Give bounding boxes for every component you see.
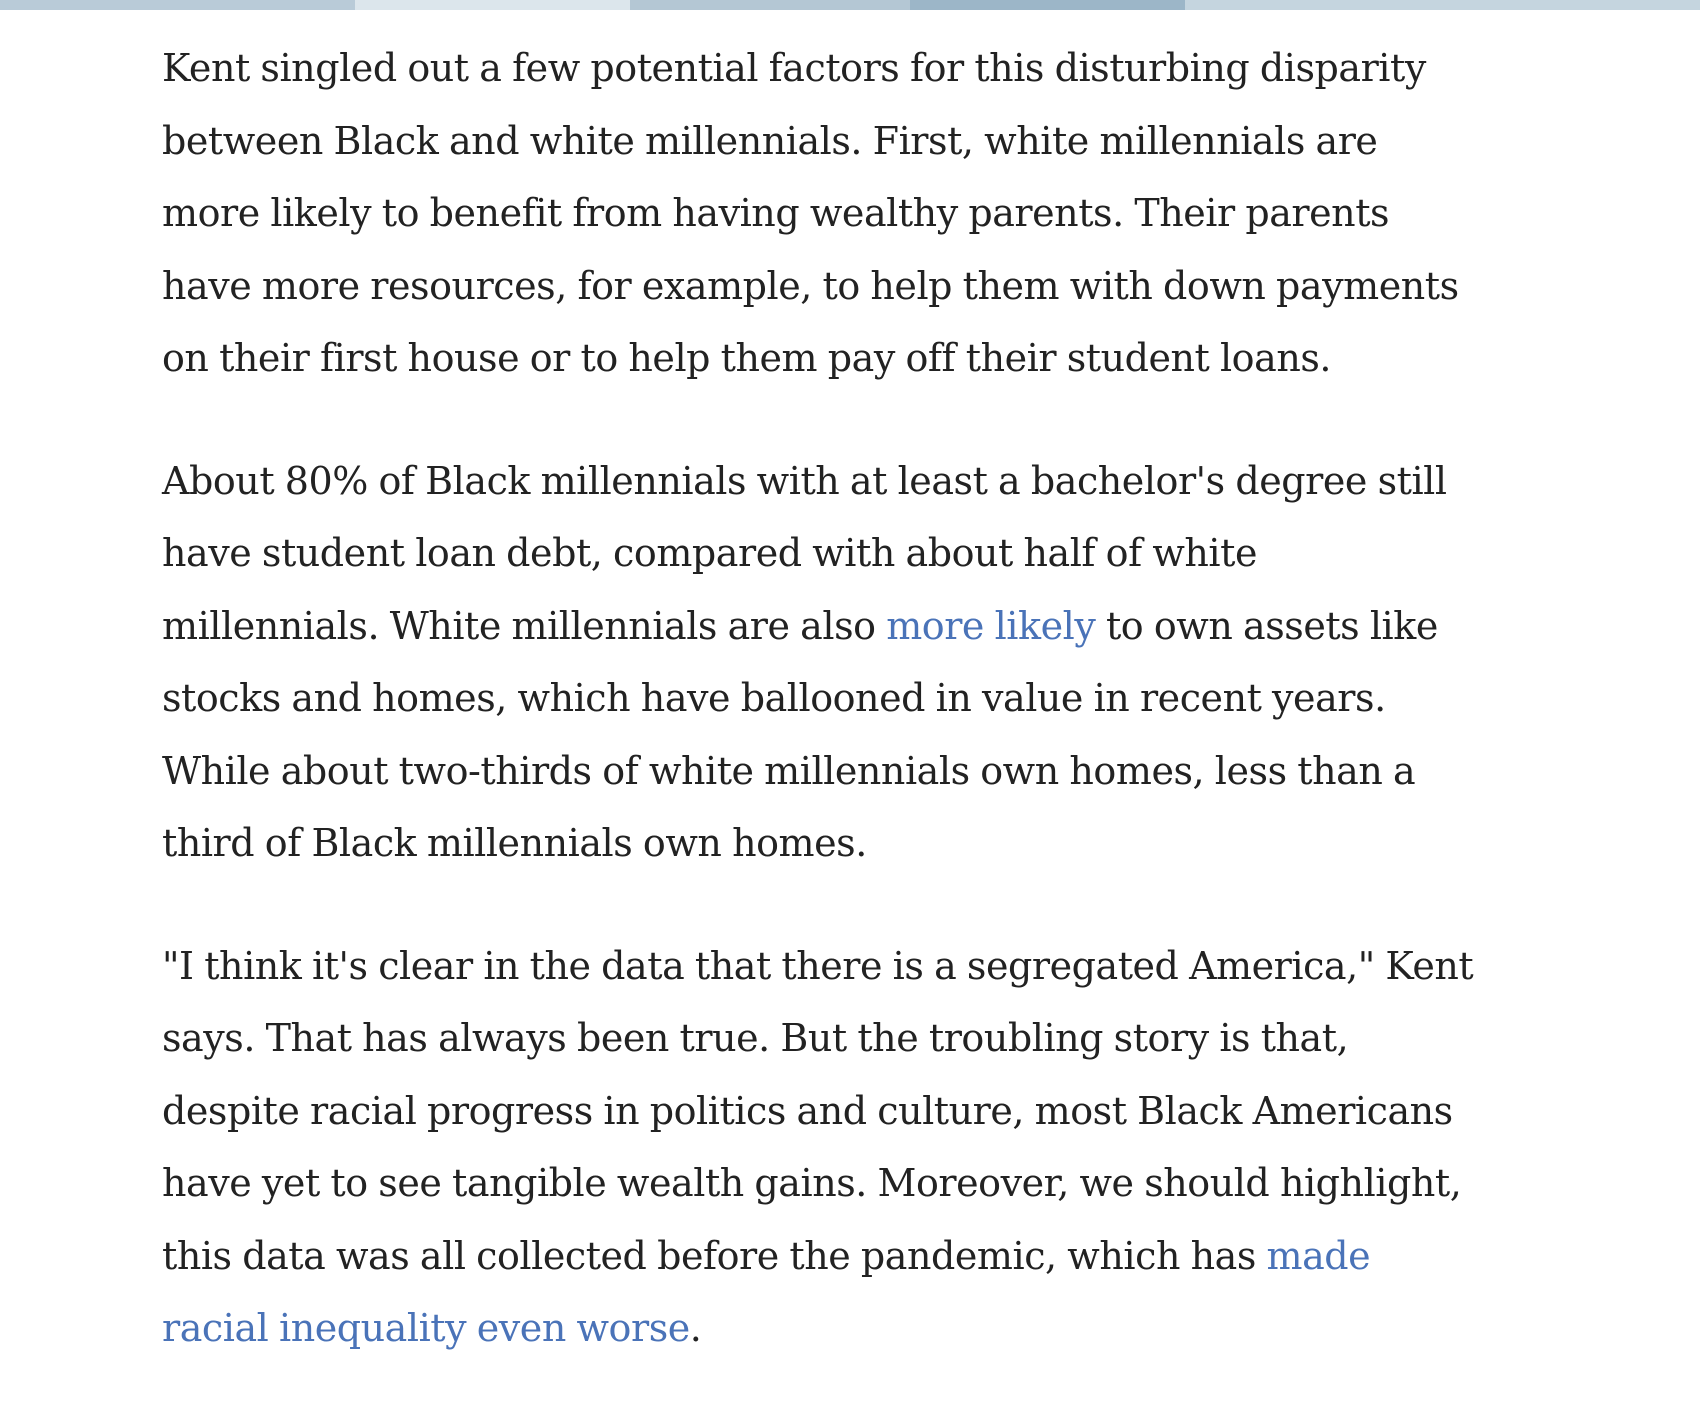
text-line: Kent singled out a few potential factors for this disturbing disparity: [162, 46, 1426, 90]
paragraph-parental-wealth: [162, 32, 1482, 395]
text-line: About 80% of Black millennials with at least a bachelor's degree still: [162, 458, 1447, 503]
text-line: [162, 1220, 1482, 1293]
paragraph-student-debt: [162, 445, 1482, 880]
text-line: have student loan debt, compared with about half of white: [162, 531, 1257, 575]
racial-inequality-link[interactable]: made: [1266, 1233, 1371, 1278]
top-bar-segment: [910, 0, 1185, 10]
paragraph-segregated-america: [162, 930, 1482, 1365]
top-bar-segment: [1185, 0, 1700, 10]
more-likely-link[interactable]: more likely: [886, 603, 1096, 648]
text-line: despite racial progress in politics and culture, most Black Americans: [162, 1088, 1453, 1133]
top-bar-segment: [0, 0, 355, 10]
top-bar-segment: [355, 0, 630, 10]
text-line: have yet to see tangible wealth gains. Moreover, we should highlight,: [162, 1161, 1462, 1205]
text-segment: millennials. White millennials are also: [162, 603, 887, 648]
article-body: [162, 32, 1482, 1415]
scrollbar-track[interactable]: [1692, 10, 1700, 1386]
text-segment: to own assets like: [1095, 603, 1438, 648]
text-line: third of Black millennials own homes.: [162, 821, 867, 865]
text-line: have more resources, for example, to help them with down payments: [162, 263, 1459, 308]
top-progress-bar: [0, 0, 1700, 10]
top-bar-segment: [630, 0, 910, 10]
text-line: While about two-thirds of white millennials own homes, less than a: [162, 748, 1416, 793]
text-line: "I think it's clear in the data that there is a segregated America," Kent: [162, 943, 1474, 988]
text-line: says. That has always been true. But the troubling story is that,: [162, 1016, 1349, 1060]
text-line: stocks and homes, which have ballooned in value in recent years.: [162, 676, 1386, 720]
text-line: more likely to benefit from having wealthy parents. Their parents: [162, 191, 1390, 235]
text-segment: .: [689, 1306, 702, 1350]
text-line: on their first house or to help them pay off their student loans.: [162, 336, 1332, 380]
text-line: [162, 590, 1482, 663]
text-segment: this data was all collected before the pandemic, which has: [162, 1233, 1267, 1278]
text-line: [162, 1292, 1482, 1365]
racial-inequality-link-continued[interactable]: racial inequality even worse: [162, 1306, 690, 1350]
text-line: between Black and white millennials. First, white millennials are: [162, 118, 1378, 163]
